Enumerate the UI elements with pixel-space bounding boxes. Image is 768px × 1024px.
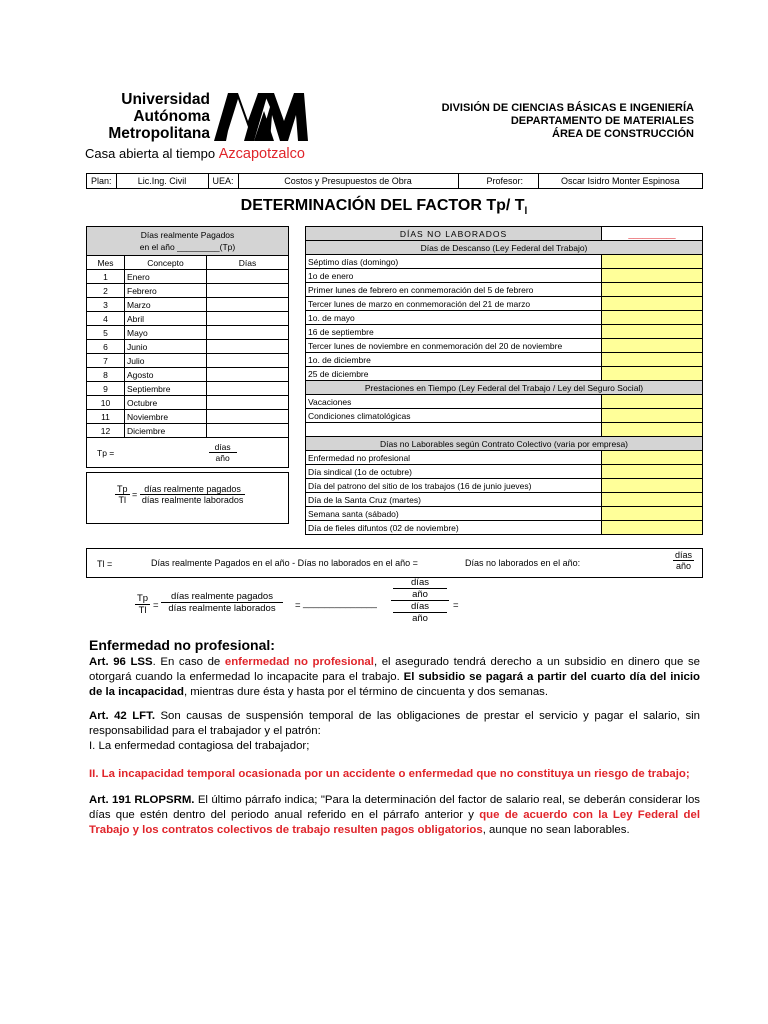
descanso-days-input[interactable] — [602, 255, 703, 269]
month-days[interactable] — [207, 382, 289, 396]
descanso-days-input[interactable] — [602, 283, 703, 297]
descanso-concept: 16 de septiembre — [306, 325, 602, 339]
section-heading: Enfermedad no profesional: — [89, 637, 275, 653]
profesor-label: Profesor: — [458, 174, 538, 189]
art42-ref: Art. 42 LFT. — [89, 710, 155, 722]
section-prestaciones: Prestaciones en Tiempo (Ley Federal del Trabajo / Ley del Seguro Social) — [306, 381, 703, 395]
month-name: Marzo — [125, 298, 207, 312]
university-name — [100, 91, 210, 142]
month-number: 2 — [87, 284, 125, 298]
art96-text-1: . En caso de — [152, 656, 225, 668]
month-number: 8 — [87, 368, 125, 382]
tl-formula: Días realmente Pagados en el año - Días no laborados en el año = — [151, 558, 418, 568]
department-line: DEPARTAMENTO DE MATERIALES — [510, 115, 694, 127]
area-line: ÁREA DE CONSTRUCCIÓN — [552, 128, 694, 140]
month-row — [87, 410, 289, 424]
month-days[interactable] — [207, 312, 289, 326]
month-row — [87, 368, 289, 382]
right-table-title: DÍAS NO LABORADOS — [306, 227, 602, 241]
prestaciones-row — [306, 395, 703, 409]
contrato-row — [306, 507, 703, 521]
descanso-days-input[interactable] — [602, 367, 703, 381]
ratio-lhs-den: Tl — [118, 495, 126, 505]
descanso-days-input[interactable] — [602, 297, 703, 311]
prestaciones-days-input[interactable] — [602, 395, 703, 409]
prestaciones-concept: Vacaciones — [306, 395, 602, 409]
month-number: 5 — [87, 326, 125, 340]
art96-highlight: enfermedad no profesional — [224, 656, 374, 668]
month-number: 10 — [87, 396, 125, 410]
month-name: Octubre — [125, 396, 207, 410]
art96-bold: El subsidio se pagará a partir del cuarto día del inicio de la incapacidad — [89, 671, 700, 698]
descanso-row — [306, 255, 703, 269]
month-name: Mayo — [125, 326, 207, 340]
art96-text-2: , el asegurado tendrá derecho a un subsidio en dinero que se otorgará cuando la enfermedad lo incapacite para el trabajo. — [89, 656, 700, 683]
art42-text: Son causas de suspensión temporal de las obligaciones de prestar el servicio y pagar el salario, sin responsabilidad para el trabajador y el patrón: — [89, 710, 701, 737]
contrato-concept: Día sindical (1o de octubre) — [306, 465, 602, 479]
month-days[interactable] — [207, 298, 289, 312]
f2-eq2: = — [453, 600, 459, 611]
month-days[interactable] — [207, 396, 289, 410]
contrato-row — [306, 465, 703, 479]
month-name: Noviembre — [125, 410, 207, 424]
tl-dias-no-laborados: Días no laborados en el año: — [465, 558, 581, 568]
tl-label: Tl = — [97, 559, 113, 569]
descanso-row — [306, 297, 703, 311]
contrato-days-input[interactable] — [602, 507, 703, 521]
month-days[interactable] — [207, 368, 289, 382]
f2-num: días realmente pagados — [161, 591, 283, 603]
info-bar — [86, 173, 703, 189]
contrato-concept: Semana santa (sábado) — [306, 507, 602, 521]
ratio-formula: $\frac{Tp}{Tl}$ = $\frac{\text{días realmente pagados}}{\text{días realmente laborados}}$ — [117, 484, 244, 505]
f2-big-fraction — [391, 577, 449, 624]
tp-fraction — [209, 442, 237, 463]
month-days[interactable] — [207, 270, 289, 284]
month-days[interactable] — [207, 340, 289, 354]
tl-frac-den: año — [675, 561, 692, 571]
uni-line-2: Autónoma — [133, 108, 210, 125]
paragraph-art191 — [89, 793, 700, 838]
f2-lhs — [135, 593, 150, 616]
month-row — [87, 284, 289, 298]
month-row — [87, 270, 289, 284]
contrato-row — [306, 493, 703, 507]
art191-ref: Art. 191 RLOPSRM. — [89, 794, 195, 806]
page-title — [0, 197, 768, 217]
month-row — [87, 396, 289, 410]
plan-value: Lic.Ing. Civil — [116, 174, 208, 189]
ratio-box — [86, 472, 289, 524]
tagline-text: Casa abierta al tiempo — [85, 146, 216, 161]
contrato-days-input[interactable] — [602, 493, 703, 507]
left-table-title — [87, 227, 289, 256]
descanso-row — [306, 325, 703, 339]
descanso-days-input[interactable] — [602, 325, 703, 339]
month-name: Junio — [125, 340, 207, 354]
tl-fraction — [673, 550, 694, 571]
month-row — [87, 382, 289, 396]
prestaciones-days-input[interactable] — [602, 409, 703, 423]
f2-top — [391, 577, 449, 600]
descanso-concept: Tercer lunes de marzo en conmemoración del 21 de marzo — [306, 297, 602, 311]
month-number: 6 — [87, 340, 125, 354]
month-row — [87, 298, 289, 312]
art191-text-1: El último párrafo indica; "Para la determinación del factor de salario real, se deberán considerar los días que estén dentro del periodo anual referido en el párrafo anterior y — [89, 794, 700, 821]
prestaciones-concept: Condiciones climatológicas — [306, 409, 602, 423]
month-number: 3 — [87, 298, 125, 312]
f2-blank: ______________ — [303, 598, 377, 609]
f2-eq1: = — [295, 600, 301, 611]
month-days[interactable] — [207, 354, 289, 368]
descanso-days-input[interactable] — [602, 311, 703, 325]
descanso-row — [306, 353, 703, 367]
contrato-row — [306, 451, 703, 465]
f2-bottom-num: días — [393, 601, 447, 613]
right-table — [305, 226, 703, 535]
left-table — [86, 226, 289, 468]
ratio-lhs-num: Tp — [117, 484, 128, 494]
contrato-days-input[interactable] — [602, 451, 703, 465]
title-main: DETERMINACIÓN DEL FACTOR Tp/ T — [240, 197, 525, 214]
paragraph-art42 — [89, 709, 700, 754]
month-number: 11 — [87, 410, 125, 424]
descanso-concept: Primer lunes de febrero en conmemoración del 5 de febrero — [306, 283, 602, 297]
ratio-lhs — [115, 484, 130, 505]
uam-logo — [214, 91, 308, 143]
descanso-concept: 1o. de mayo — [306, 311, 602, 325]
contrato-days-input[interactable] — [602, 465, 703, 479]
ratio-rhs-num: días realmente pagados — [140, 484, 246, 495]
contrato-row — [306, 479, 703, 493]
left-title-line1: Días realmente Pagados — [140, 230, 235, 240]
profesor-value: Oscar Isidro Monter Espinosa — [538, 174, 702, 189]
paragraph-art96 — [89, 655, 700, 700]
month-row — [87, 326, 289, 340]
month-days[interactable] — [207, 410, 289, 424]
col-concepto: Concepto — [125, 256, 207, 270]
descanso-concept: Tercer lunes de noviembre en conmemoración del 20 de noviembre — [306, 339, 602, 353]
descanso-concept: Séptimo días (domingo) — [306, 255, 602, 269]
tp-frac-den: año — [215, 453, 230, 463]
descanso-days-input[interactable] — [602, 353, 703, 367]
month-number: 9 — [87, 382, 125, 396]
ratio-rhs — [140, 484, 246, 505]
month-row — [87, 312, 289, 326]
f2-den: días realmente laborados — [168, 603, 276, 614]
tl-frac-num: días — [675, 550, 693, 560]
plan-label: Plan: — [87, 174, 117, 189]
month-days[interactable] — [207, 284, 289, 298]
month-name: Abril — [125, 312, 207, 326]
f2-bottom — [391, 601, 449, 624]
month-number: 1 — [87, 270, 125, 284]
descanso-days-input[interactable] — [602, 269, 703, 283]
f2-top-num: días — [393, 577, 447, 589]
month-number: 4 — [87, 312, 125, 326]
division-heading — [400, 102, 694, 141]
descanso-row — [306, 283, 703, 297]
prestaciones-row — [306, 409, 703, 423]
uea-label: UEA: — [208, 174, 238, 189]
col-dias: Días — [207, 256, 289, 270]
contrato-concept: Día de fieles difuntos (02 de noviembre) — [306, 521, 602, 535]
art191-highlight: que de acuerdo con la Ley Federal del Trabajo y los contratos colectivos de trabajo resulten pagos obligatorios — [89, 809, 700, 836]
art42-item-2: II. La incapacidad temporal ocasionada por un accidente o enfermedad que no constituya un riesgo de trabajo; — [89, 768, 690, 780]
uni-line-1: Universidad — [121, 91, 210, 108]
descanso-row — [306, 311, 703, 325]
descanso-row — [306, 339, 703, 353]
left-title-line2: en el año _________(Tp) — [139, 242, 236, 252]
f2-lhs-num: Tp — [137, 593, 149, 604]
month-days[interactable] — [207, 424, 289, 438]
descanso-concept: 1o. de diciembre — [306, 353, 602, 367]
month-name: Diciembre — [125, 424, 207, 438]
art42-item-1: I. La enfermedad contagiosa del trabajador; — [89, 740, 310, 752]
f2-bottom-den: año — [412, 613, 428, 624]
contrato-days-input[interactable] — [602, 521, 703, 535]
contrato-row — [306, 521, 703, 535]
month-name: Septiembre — [125, 382, 207, 396]
month-row — [87, 340, 289, 354]
section-descanso: Días de Descanso (Ley Federal del Trabajo) — [306, 241, 703, 255]
uea-value: Costos y Presupuestos de Obra — [238, 174, 458, 189]
month-name: Julio — [125, 354, 207, 368]
division-line: DIVISIÓN DE CIENCIAS BÁSICAS E INGENIERÍA — [441, 102, 694, 114]
month-row — [87, 424, 289, 438]
descanso-concept: 1o de enero — [306, 269, 602, 283]
contrato-days-input[interactable] — [602, 479, 703, 493]
tp-cell — [87, 438, 289, 468]
month-name: Agosto — [125, 368, 207, 382]
month-number: 7 — [87, 354, 125, 368]
descanso-row — [306, 367, 703, 381]
ratio-rhs-den: días realmente laborados — [141, 495, 244, 505]
descanso-concept: 25 de diciembre — [306, 367, 602, 381]
tagline — [85, 146, 305, 162]
month-name: Enero — [125, 270, 207, 284]
descanso-row — [306, 269, 703, 283]
art191-text-2: , aunque no sean laborables. — [482, 824, 630, 836]
art96-ref: Art. 96 LSS — [89, 656, 153, 668]
col-mes: Mes — [87, 256, 125, 270]
tp-frac-num: días — [209, 442, 237, 453]
f2-top-den: año — [412, 589, 428, 600]
f2-ratio — [161, 591, 283, 614]
descanso-days-input[interactable] — [602, 339, 703, 353]
contrato-concept: Día de la Santa Cruz (martes) — [306, 493, 602, 507]
title-sub: l — [524, 206, 528, 218]
campus-name: Azcapotzalco — [218, 146, 305, 162]
tl-row — [86, 548, 703, 578]
art96-text-3: , mientras dure ésta y hasta por el término de cincuenta y dos semanas. — [183, 686, 549, 698]
month-days[interactable] — [207, 326, 289, 340]
month-number: 12 — [87, 424, 125, 438]
section-contrato: Días no Laborables según Contrato Colectivo (varia por empresa) — [306, 437, 703, 451]
month-name: Febrero — [125, 284, 207, 298]
contrato-concept: Enfermedad no profesional — [306, 451, 602, 465]
tp-label: Tp = — [97, 447, 115, 458]
contrato-concept: Día del patrono del sitio de los trabajos (16 de junio jueves) — [306, 479, 602, 493]
right-table-blank: __________ — [602, 227, 703, 241]
month-row — [87, 354, 289, 368]
uni-line-3: Metropolitana — [108, 125, 210, 142]
f2-lhs-den: Tl — [138, 605, 147, 616]
